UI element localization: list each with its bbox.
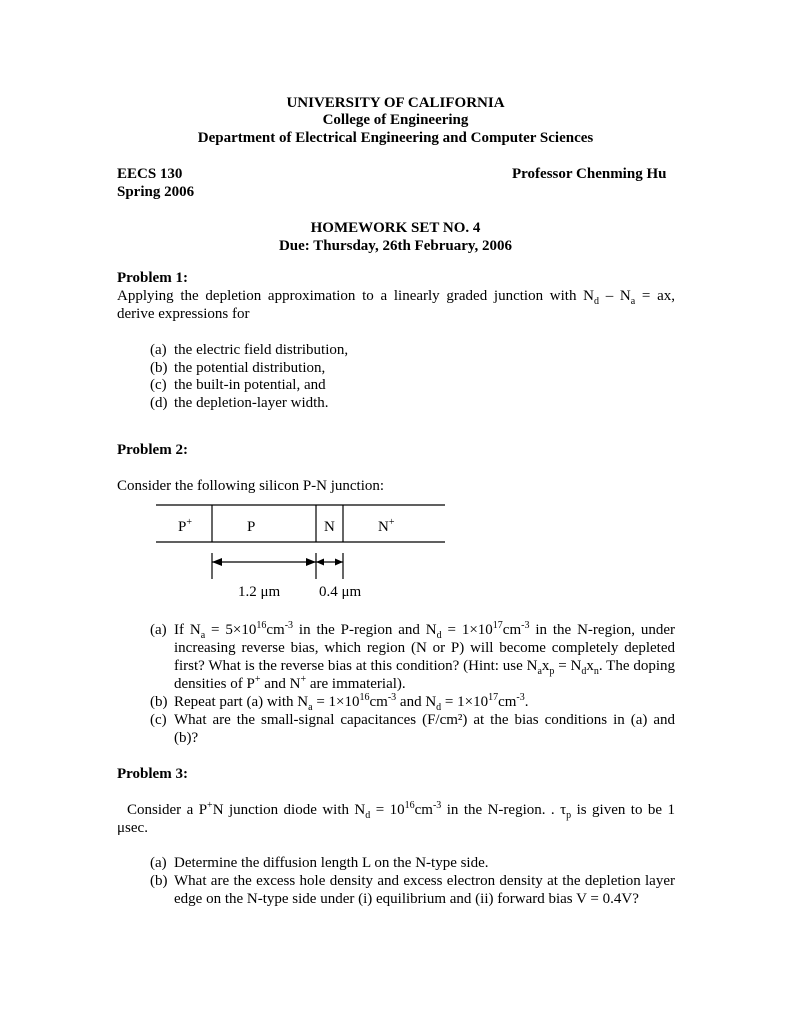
list-item: (a) the electric field distribution,: [150, 342, 349, 358]
problem3-intro-cont: μsec.: [117, 820, 148, 836]
homework-title: HOMEWORK SET NO. 4: [310, 220, 481, 236]
problem2-part-b: (b) Repeat part (a) with $N_a = 1\times 10^{16}cm^{-3}$ and $N_d = 1\times 10^{17}cm^{-3}$.: [150, 692, 529, 713]
professor-name: Professor Chenming Hu: [512, 166, 667, 182]
due-date: Due: Thursday, 26th February, 2006: [278, 238, 513, 254]
term: Spring 2006: [117, 184, 195, 200]
problem1-intro-cont: derive expressions for: [117, 306, 250, 322]
problem3-intro: Consider a P+N junction diode with $N_d = 10^{16}cm^{-3}$ in the N-region. . $\tau_p$ is given to be 1: [127, 800, 676, 821]
department-name: Department of Electrical Engineering and Computer Sciences: [197, 130, 594, 146]
university-name: UNIVERSITY OF CALIFORNIA: [286, 95, 505, 111]
problem3-part-a: (a) Determine the diffusion length L on the N-type side.: [150, 855, 489, 871]
region-p-plus-label: P+: [178, 517, 192, 535]
problem1-intro: Applying the depletion approximation to a linearly graded junction with $N_d - N_a$ = ax,: [117, 288, 675, 307]
list-item: (d) the depletion-layer width.: [150, 395, 329, 411]
problem3-part-b: (b) What are the excess hole density and excess electron density at the depletion layer edge on the N-type side under (i) equilibrium and (ii) forward bias V = 0.4V?: [150, 873, 675, 907]
problem2-intro: Consider the following silicon P-N junction:: [117, 478, 385, 494]
problem3-heading: Problem 3:: [117, 766, 188, 782]
region-p-label: P: [247, 519, 256, 535]
problem1-heading: Problem 1:: [117, 270, 188, 286]
list-item: (b) the potential distribution,: [150, 360, 326, 376]
dimension-label-p: 1.2 μm: [238, 584, 281, 600]
problem2-heading: Problem 2:: [117, 442, 188, 458]
problem2-part-c: (c) What are the small-signal capacitances (F/cm²) at the bias conditions in (a) and (b)?: [150, 712, 675, 746]
course-code: EECS 130: [117, 166, 183, 182]
college-name: College of Engineering: [322, 112, 469, 128]
region-n-label: N: [324, 519, 335, 535]
problem2-part-a: (a) If $N_a = 5\times 10^{16}cm^{-3}$ in the P-region and $N_d = 1\times 10^{17}cm^{-3}$ in the N-region, under increasing reverse bias, which region (N or P) will become completely depleted first? What is the reverse bias at this condition? (Hint: use $N_ax_p = N_dx_n$. The doping densities of P+ and N+ are immaterial).: [150, 620, 676, 692]
region-n-plus-label: N+: [378, 517, 395, 535]
list-item: (c) the built-in potential, and: [150, 377, 326, 393]
dimension-label-n: 0.4 μm: [319, 584, 362, 600]
